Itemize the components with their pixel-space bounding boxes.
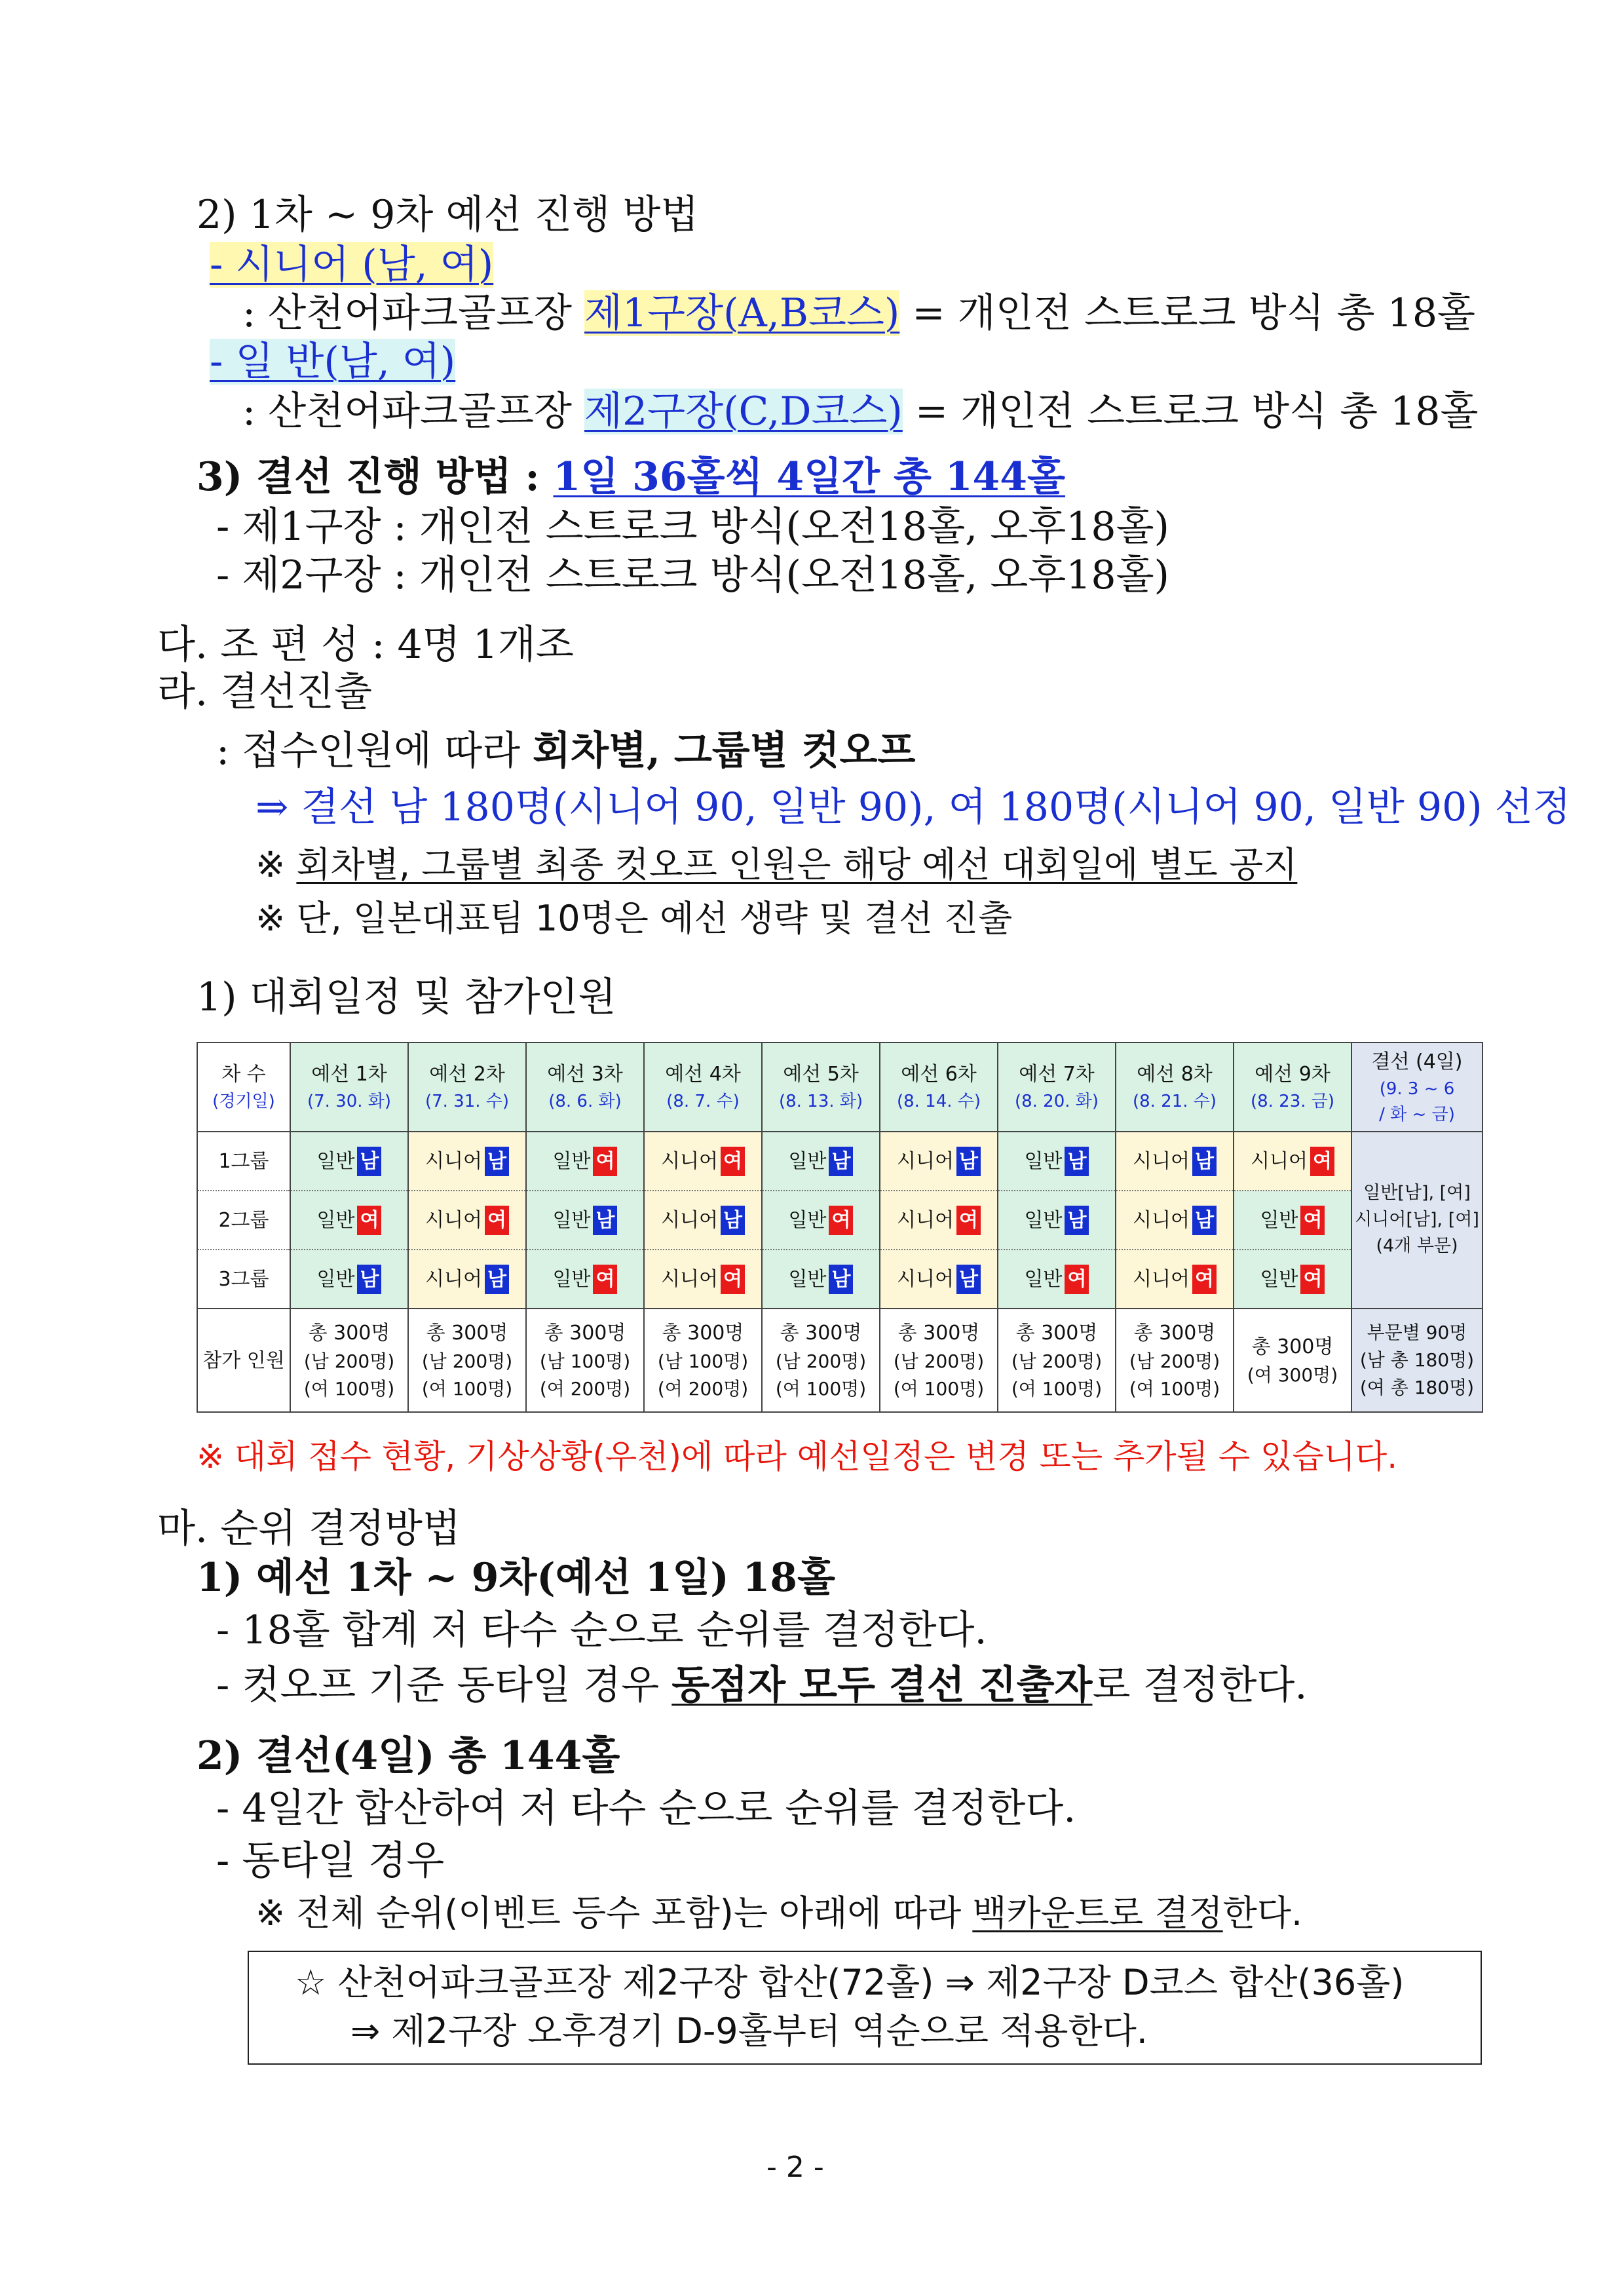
female-badge: 여 xyxy=(1192,1265,1217,1294)
final-participants-line: (남 총 180명) xyxy=(1359,1349,1475,1371)
female-badge: 여 xyxy=(1310,1147,1334,1176)
female-badge: 여 xyxy=(829,1206,853,1235)
round-date: (8. 13. 화) xyxy=(778,1092,863,1111)
round-name: 예선 8차 xyxy=(1137,1063,1213,1086)
finals-notice-text: 회차별, 그룹별 최종 컷오프 인원은 해당 예선 대회일에 별도 공지 xyxy=(296,844,1298,885)
group-cell xyxy=(290,1250,408,1309)
category-label: 일반 xyxy=(552,1149,591,1173)
participants-line: (여 100명) xyxy=(303,1377,395,1400)
category-label: 시니어 xyxy=(897,1267,954,1291)
group-cell xyxy=(644,1191,762,1250)
prelim-rule2-prefix: - 컷오프 기준 동타일 경우 xyxy=(216,1662,672,1708)
category-label: 시니어 xyxy=(1133,1208,1190,1232)
section3-line1: - 제1구장 : 개인전 스트로크 방식(오전18홀, 오후18홀) xyxy=(216,504,1169,550)
female-badge: 여 xyxy=(721,1265,745,1294)
category-label: 시니어 xyxy=(425,1208,482,1232)
corner-sub: (경기일) xyxy=(212,1092,275,1111)
finals-heading: 라. 결선진출 xyxy=(157,669,372,715)
female-badge: 여 xyxy=(1300,1265,1325,1294)
backcount-line2: ⇒ 제2구장 오후경기 D-9홀부터 역순으로 적용한다. xyxy=(350,2010,1148,2052)
section3-heading xyxy=(197,452,1065,502)
male-badge: 남 xyxy=(593,1206,617,1235)
finals-notice-mark: ※ xyxy=(255,844,297,885)
participants-line: (여 200명) xyxy=(657,1377,749,1400)
backcount-box xyxy=(248,1951,1482,2065)
participants-line: (남 200명) xyxy=(775,1350,867,1372)
group-row xyxy=(197,1191,1482,1250)
final-rule3-prefix: ※ 전체 순위(이벤트 등수 포함)는 아래에 따라 xyxy=(255,1892,973,1934)
round-name: 예선 1차 xyxy=(311,1063,387,1086)
final-participants-cell xyxy=(1351,1309,1482,1412)
participants-line: (남 200명) xyxy=(303,1350,395,1372)
final-header xyxy=(1351,1043,1482,1132)
male-badge: 남 xyxy=(1065,1147,1089,1176)
corner-cell xyxy=(197,1043,290,1132)
final-groups-line: (4개 부문) xyxy=(1376,1236,1458,1257)
participants-line: (여 100명) xyxy=(1129,1377,1220,1400)
backcount-line1: ☆ 산천어파크골프장 제2구장 합산(72홀) ⇒ 제2구장 D코스 합산(36홀) xyxy=(295,1962,1405,2003)
final-groups-cell xyxy=(1351,1132,1482,1309)
participants-line: (여 200명) xyxy=(539,1377,631,1400)
participants-line: 총 300명 xyxy=(780,1321,862,1345)
participants-line: 총 300명 xyxy=(426,1321,508,1345)
category-label: 일반 xyxy=(316,1208,355,1232)
round-header xyxy=(408,1043,526,1132)
participants-line: 총 300명 xyxy=(1015,1321,1098,1345)
participants-line: (여 100명) xyxy=(421,1377,513,1400)
group-cell xyxy=(880,1250,998,1309)
group-cell xyxy=(644,1250,762,1309)
final-groups-line: 일반[남], [여] xyxy=(1363,1183,1471,1204)
group-cell xyxy=(290,1132,408,1191)
final-rule3-suffix: 한다. xyxy=(1222,1892,1303,1934)
general-label-text: - 일 반(남, 여) xyxy=(210,339,456,385)
category-label: 일반 xyxy=(1260,1208,1298,1232)
round-date: (7. 31. 수) xyxy=(425,1092,510,1111)
group-cell xyxy=(880,1132,998,1191)
participants-line: 총 300명 xyxy=(662,1321,744,1345)
female-badge: 여 xyxy=(357,1206,381,1235)
round-name: 예선 6차 xyxy=(901,1063,977,1086)
category-label: 일반 xyxy=(316,1267,355,1291)
male-badge: 남 xyxy=(485,1265,509,1294)
female-badge: 여 xyxy=(956,1206,981,1235)
round-name: 예선 9차 xyxy=(1255,1063,1331,1086)
female-badge: 여 xyxy=(593,1147,617,1176)
participants-line: (남 200명) xyxy=(1011,1350,1103,1372)
group-cell xyxy=(998,1132,1116,1191)
participants-cell xyxy=(408,1309,526,1412)
category-label: 시니어 xyxy=(1251,1149,1308,1173)
senior-course: 제1구장(A,B코스) xyxy=(584,290,900,336)
category-label: 일반 xyxy=(1024,1267,1063,1291)
senior-desc xyxy=(242,288,1475,338)
participants-cell xyxy=(1234,1309,1351,1412)
final-rule2: - 동타일 경우 xyxy=(216,1838,445,1884)
schedule-table xyxy=(197,1042,1483,1413)
male-badge: 남 xyxy=(1192,1147,1217,1176)
group-cell xyxy=(1234,1191,1351,1250)
final-rule3-emph: 백카운트로 결정 xyxy=(972,1892,1223,1934)
female-badge: 여 xyxy=(1065,1265,1089,1294)
participants-cell xyxy=(998,1309,1116,1412)
female-badge: 여 xyxy=(1300,1206,1325,1235)
group-cell xyxy=(290,1191,408,1250)
group-cell xyxy=(998,1250,1116,1309)
category-label: 일반 xyxy=(552,1208,591,1232)
section3-heading-emph: 1일 36홀씩 4일간 총 144홀 xyxy=(553,454,1066,500)
senior-desc-prefix: : 산천어파크골프장 xyxy=(242,290,585,336)
general-desc-prefix: : 산천어파크골프장 xyxy=(242,389,585,434)
participants-line: (여 100명) xyxy=(1011,1377,1103,1400)
general-desc-suffix: = 개인전 스트로크 방식 총 18홀 xyxy=(902,389,1479,434)
male-badge: 남 xyxy=(956,1265,981,1294)
round-name: 예선 2차 xyxy=(429,1063,505,1086)
participants-line: 총 300명 xyxy=(1133,1321,1216,1345)
round-name: 예선 3차 xyxy=(547,1063,623,1086)
prelim-rule2 xyxy=(216,1660,1307,1710)
participants-line: 총 300명 xyxy=(544,1321,626,1345)
participants-cell xyxy=(880,1309,998,1412)
participants-line: (여 100명) xyxy=(775,1377,867,1400)
japan-team-notice: ※ 단, 일본대표팀 10명은 예선 생략 및 결선 진출 xyxy=(255,898,1013,939)
group-label: 3그룹 xyxy=(197,1250,290,1309)
group-composition: 다. 조 편 성 : 4명 1개조 xyxy=(157,622,574,668)
category-label: 일반 xyxy=(552,1267,591,1291)
category-label: 일반 xyxy=(788,1149,827,1173)
general-label xyxy=(210,337,455,387)
category-label: 일반 xyxy=(316,1149,355,1173)
female-badge: 여 xyxy=(593,1265,617,1294)
group-cell xyxy=(526,1250,644,1309)
participants-line: (여 100명) xyxy=(893,1377,985,1400)
round-date: (8. 14. 수) xyxy=(896,1092,981,1111)
male-badge: 남 xyxy=(956,1147,981,1176)
round-header xyxy=(998,1043,1116,1132)
category-label: 시니어 xyxy=(897,1208,954,1232)
group-cell xyxy=(762,1132,880,1191)
group-cell xyxy=(762,1191,880,1250)
section2-heading: 2) 1차 ~ 9차 예선 진행 방법 xyxy=(197,192,699,238)
corner-title: 차 수 xyxy=(221,1063,266,1086)
participants-line: (남 100명) xyxy=(657,1350,749,1372)
male-badge: 남 xyxy=(1065,1206,1089,1235)
finals-line1 xyxy=(216,726,915,776)
male-badge: 남 xyxy=(829,1147,853,1176)
general-course: 제2구장(C,D코스) xyxy=(584,389,903,434)
group-cell xyxy=(1116,1250,1234,1309)
category-label: 시니어 xyxy=(661,1267,718,1291)
category-label: 일반 xyxy=(788,1267,827,1291)
ranking-heading: 마. 순위 결정방법 xyxy=(157,1506,461,1552)
category-label: 일반 xyxy=(1024,1208,1063,1232)
final-rule3 xyxy=(255,1888,1302,1938)
female-badge: 여 xyxy=(721,1147,745,1176)
participants-row xyxy=(197,1309,1482,1412)
finals-notice xyxy=(255,840,1297,890)
general-desc xyxy=(242,387,1478,436)
group-cell xyxy=(880,1191,998,1250)
round-header xyxy=(1234,1043,1351,1132)
senior-desc-suffix: = 개인전 스트로크 방식 총 18홀 xyxy=(899,290,1475,336)
participants-line: (여 300명) xyxy=(1247,1364,1338,1386)
male-badge: 남 xyxy=(485,1147,509,1176)
category-label: 시니어 xyxy=(661,1149,718,1173)
final-ranking-heading: 2) 결선(4일) 총 144홀 xyxy=(197,1733,620,1779)
male-badge: 남 xyxy=(829,1265,853,1294)
category-label: 일반 xyxy=(1024,1149,1063,1173)
prelim-ranking-heading: 1) 예선 1차 ~ 9차(예선 1일) 18홀 xyxy=(197,1555,835,1601)
group-cell xyxy=(526,1191,644,1250)
group-row xyxy=(197,1250,1482,1309)
male-badge: 남 xyxy=(357,1265,381,1294)
category-label: 시니어 xyxy=(1133,1267,1190,1291)
prelim-rule2-emph: 동점자 모두 결선 진출자 xyxy=(671,1662,1093,1708)
male-badge: 남 xyxy=(721,1206,745,1235)
participants-line: (남 200명) xyxy=(421,1350,513,1372)
participants-cell xyxy=(290,1309,408,1412)
finals-selection: ⇒ 결선 남 180명(시니어 90, 일반 90), 여 180명(시니어 90, 일반 90) 선정 xyxy=(255,784,1571,830)
category-label: 시니어 xyxy=(1133,1149,1190,1173)
participants-line: 총 300명 xyxy=(308,1321,390,1345)
category-label: 일반 xyxy=(788,1208,827,1232)
female-badge: 여 xyxy=(485,1206,509,1235)
group-cell xyxy=(1234,1132,1351,1191)
participants-line: (남 200명) xyxy=(893,1350,985,1372)
male-badge: 남 xyxy=(357,1147,381,1176)
round-date: (8. 6. 화) xyxy=(548,1092,622,1111)
round-header xyxy=(762,1043,880,1132)
participants-label: 참가 인원 xyxy=(197,1309,290,1412)
participants-cell xyxy=(526,1309,644,1412)
participants-line: 총 300명 xyxy=(897,1321,980,1345)
group-cell xyxy=(1234,1250,1351,1309)
final-rule1: - 4일간 합산하여 저 타수 순으로 순위를 결정한다. xyxy=(216,1786,1076,1831)
finals-line1-bold: 회차별, 그룹별 컷오프 xyxy=(533,728,916,774)
final-name: 결선 (4일) xyxy=(1371,1050,1463,1073)
group-row xyxy=(197,1132,1482,1191)
round-date: (8. 7. 수) xyxy=(666,1092,740,1111)
category-label: 시니어 xyxy=(425,1267,482,1291)
group-cell xyxy=(526,1132,644,1191)
category-label: 시니어 xyxy=(661,1208,718,1232)
final-date: (9. 3 ~ 6 xyxy=(1379,1079,1455,1099)
group-cell xyxy=(408,1191,526,1250)
round-date: (8. 21. 수) xyxy=(1132,1092,1217,1111)
round-header xyxy=(526,1043,644,1132)
round-date: (8. 23. 금) xyxy=(1250,1092,1335,1111)
schedule-heading: 1) 대회일정 및 참가인원 xyxy=(197,974,616,1020)
final-date2: / 화 ~ 금) xyxy=(1379,1104,1455,1124)
round-name: 예선 5차 xyxy=(783,1063,859,1086)
group-cell xyxy=(408,1132,526,1191)
round-date: (8. 20. 화) xyxy=(1014,1092,1099,1111)
group-cell xyxy=(644,1132,762,1191)
participants-cell xyxy=(644,1309,762,1412)
participants-line: 총 300명 xyxy=(1251,1335,1334,1358)
section3-heading-prefix: 3) 결선 진행 방법 : xyxy=(197,454,554,500)
prelim-rule1: - 18홀 합계 저 타수 순으로 순위를 결정한다. xyxy=(216,1607,987,1653)
participants-cell xyxy=(762,1309,880,1412)
participants-cell xyxy=(1116,1309,1234,1412)
final-participants-line: 부문별 90명 xyxy=(1367,1322,1467,1343)
group-label: 2그룹 xyxy=(197,1191,290,1250)
group-cell xyxy=(998,1191,1116,1250)
group-label: 1그룹 xyxy=(197,1132,290,1191)
group-cell xyxy=(762,1250,880,1309)
group-cell xyxy=(408,1250,526,1309)
final-groups-line: 시니어[남], [여] xyxy=(1355,1209,1479,1230)
category-label: 시니어 xyxy=(425,1149,482,1173)
senior-label-text: - 시니어 (남, 여) xyxy=(210,242,494,288)
category-label: 시니어 xyxy=(897,1149,954,1173)
group-cell xyxy=(1116,1191,1234,1250)
round-header xyxy=(644,1043,762,1132)
round-header xyxy=(880,1043,998,1132)
round-name: 예선 7차 xyxy=(1019,1063,1095,1086)
final-participants-line: (여 총 180명) xyxy=(1359,1377,1475,1398)
prelim-rule2-suffix: 로 결정한다. xyxy=(1092,1662,1308,1708)
section3-line2: - 제2구장 : 개인전 스트로크 방식(오전18홀, 오후18홀) xyxy=(216,552,1169,598)
schedule-change-notice: ※ 대회 접수 현황, 기상상황(우천)에 따라 예선일정은 변경 또는 추가될 수 있습니다. xyxy=(197,1438,1398,1476)
finals-line1-prefix: : 접수인원에 따라 xyxy=(216,728,533,774)
round-header xyxy=(290,1043,408,1132)
male-badge: 남 xyxy=(1192,1206,1217,1235)
table-header-row xyxy=(197,1043,1482,1132)
round-name: 예선 4차 xyxy=(665,1063,741,1086)
category-label: 일반 xyxy=(1260,1267,1298,1291)
group-cell xyxy=(1116,1132,1234,1191)
round-date: (7. 30. 화) xyxy=(307,1092,392,1111)
participants-line: (남 100명) xyxy=(539,1350,631,1372)
participants-line: (남 200명) xyxy=(1129,1350,1220,1372)
page-number: - 2 - xyxy=(766,2151,824,2184)
round-header xyxy=(1116,1043,1234,1132)
senior-label xyxy=(210,240,493,290)
